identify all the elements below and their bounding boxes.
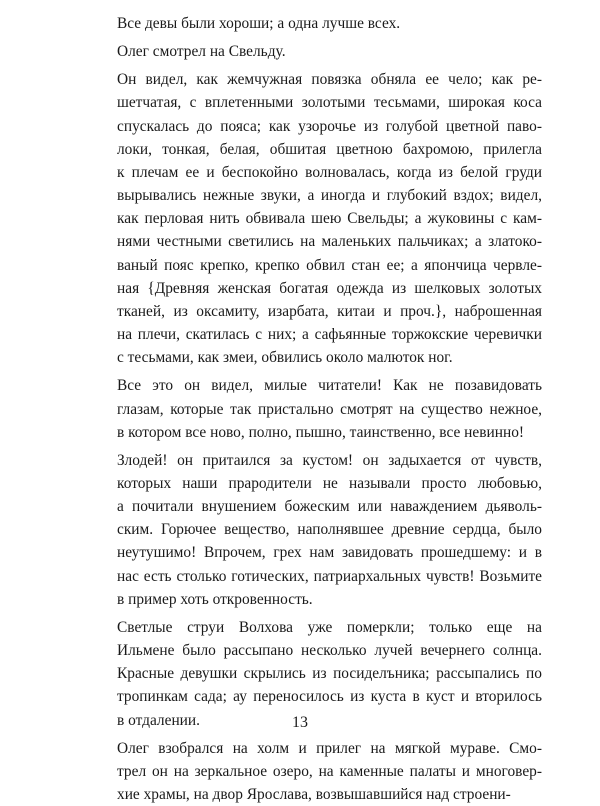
text-line: на плечи, скатилась с них; а сафьянные торжокские черевички — [117, 326, 542, 344]
text-line: ским. Горючее вещество, наполнявшее древние сердца, было — [117, 521, 542, 539]
text-line: шетчатая, с вплетенными золотыми тесьмами, широкая коса — [117, 94, 542, 112]
text-line: Олег смотрел на Свельду. — [117, 43, 286, 61]
text-line: Он видел, как жемчужная повязка обняла ее чело; как ре- — [117, 71, 542, 89]
text-line: тропинкам сада; ау переносилось из куста в куст и вторилось — [117, 688, 542, 706]
text-line: Все девы были хороши; а одна лучше всех. — [117, 15, 401, 32]
text-line: в котором все ново, полно, пышно, таинственно, все невинно! — [117, 423, 525, 441]
text-line: Светлые струи Волхова уже померкли; только еще на — [117, 618, 542, 636]
text-line: локи, тонкая, белая, обшитая цветною бахромою, прилегла — [117, 140, 542, 158]
paragraph — [96, 449, 542, 611]
paragraph — [96, 40, 542, 63]
text-line: трел он на зеркальное озеро, на каменные палаты и многовер- — [117, 762, 542, 780]
text-line: ваный пояс крепко, крепко обвил стан ее; а япончица червле- — [117, 256, 542, 274]
text-line: в отдалении. — [117, 711, 200, 729]
text-line: с тесьмами, как змеи, обвились около малюток ног. — [117, 349, 453, 367]
text-line: спускалась до пояса; как узорочье из голубой цветной паво- — [117, 117, 542, 135]
page-number: 13 — [292, 714, 308, 731]
text-line: нями честными светились на маленьких пальчиках; а златоко- — [117, 233, 542, 251]
text-line: ная {Древняя женская богатая одежда из шелковых золотых — [117, 279, 542, 297]
paragraph — [96, 737, 542, 806]
text-line: вырывались нежные звуки, а иногда и глубокий вздох; видел, — [117, 187, 542, 205]
text-line: тканей, из оксамиту, изарбата, китаи и проч.}, наброшенная — [117, 302, 542, 320]
paragraph — [96, 68, 542, 369]
text-line: как перловая нить обвивала шею Свельды; а жуковины с кам- — [117, 210, 542, 228]
page-text — [96, 12, 542, 806]
text-line: Красные девушки скрылись из посиделъника; рассыпались по — [117, 665, 542, 683]
paragraph — [96, 12, 542, 35]
text-line: которых наши прародители не называли просто любовью, — [117, 474, 542, 492]
text-line: Все это он видел, милые читатели! Как не позавидовать — [117, 377, 542, 395]
text-line: Ильмене было рассыпано несколько лучей вечернего солнца. — [117, 642, 542, 660]
text-line: хие храмы, на двор Ярослава, возвышавшийся над строени- — [117, 786, 511, 803]
text-line: в пример хоть откровенность. — [117, 590, 313, 608]
text-line: глазам, которые так пристально смотрят на существо нежное, — [117, 400, 542, 418]
text-line: неутушимо! Впрочем, грех нам завидовать прошедшему: и в — [117, 544, 542, 562]
text-line: Олег взобрался на холм и прилег на мягкой мураве. Смо- — [117, 739, 542, 757]
text-line: нас есть столько готических, патриархальных чувств! Возьмите — [117, 567, 542, 585]
text-line: Злодей! он притаился за кустом! он задыхается от чувств, — [117, 451, 542, 469]
paragraph — [96, 374, 542, 443]
text-line: а почитали внушением божеским или наваждением дьяволь- — [117, 498, 542, 516]
text-line: к плечам ее и беспокойно волновалась, когда из белой груди — [117, 163, 542, 181]
